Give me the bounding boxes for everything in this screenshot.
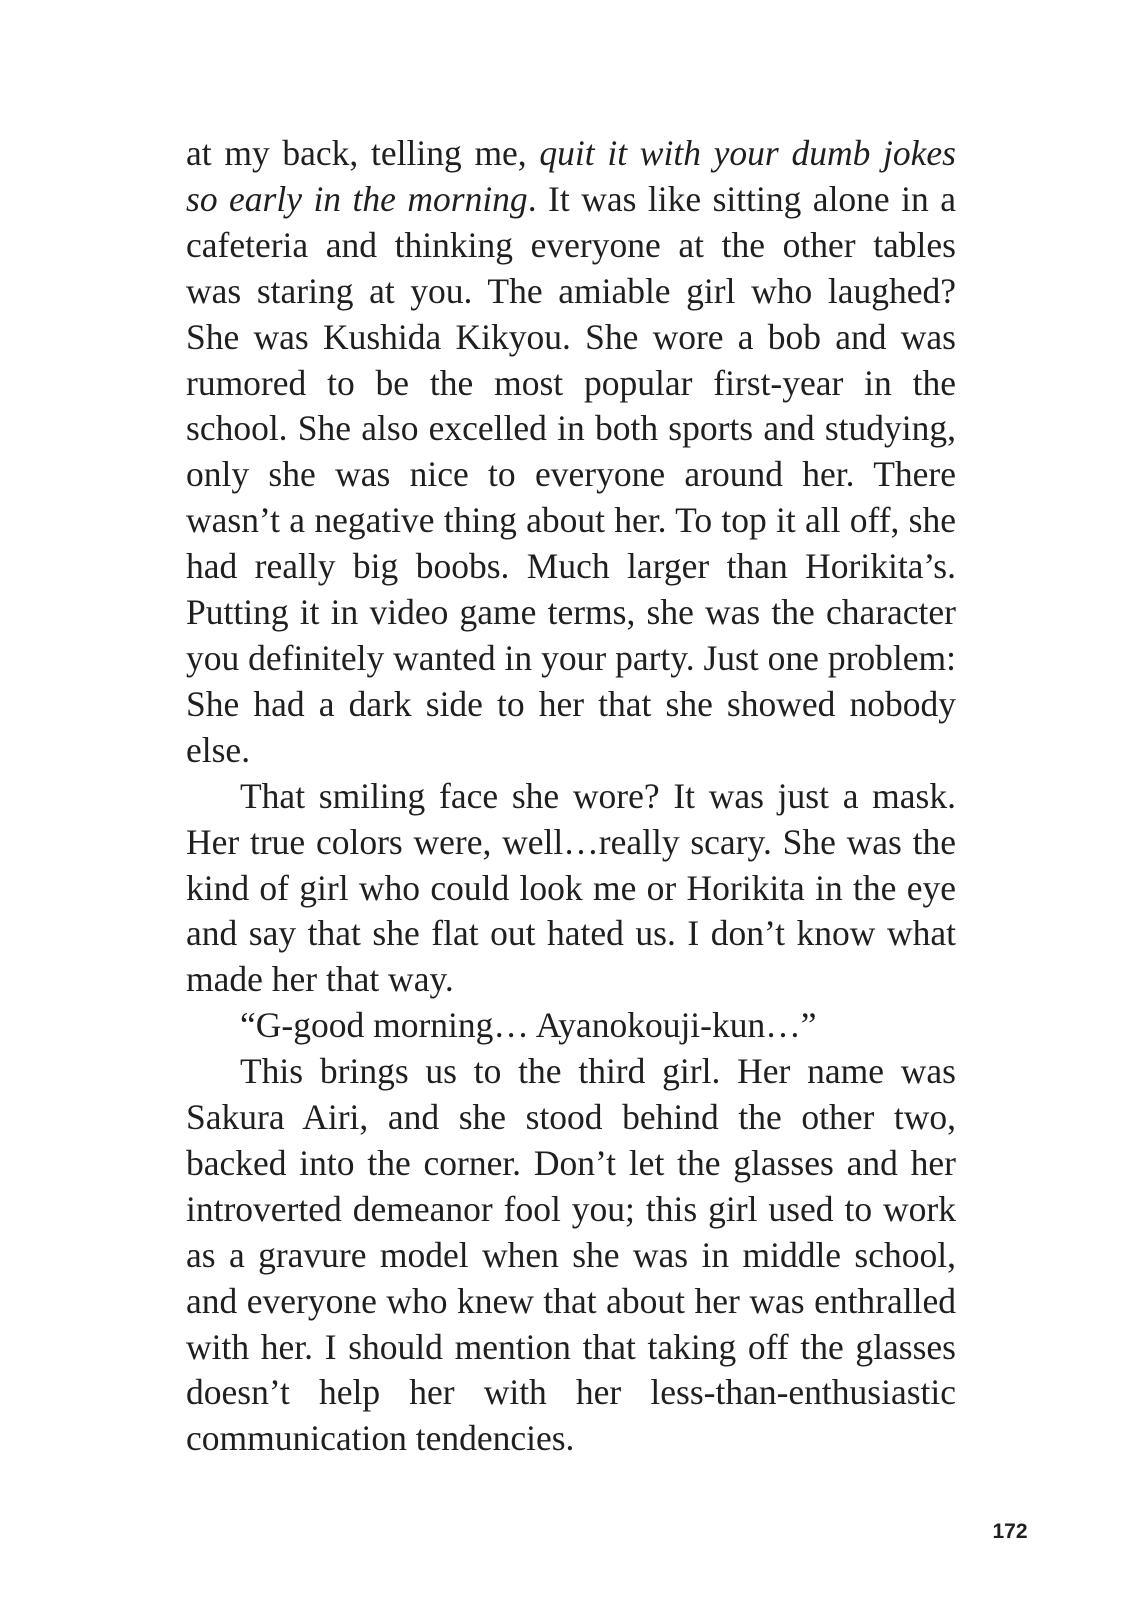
paragraph-1-italic: quit it with your dumb jokes so early in the morning (186, 133, 956, 219)
paragraph-1 (186, 131, 956, 774)
paragraph-3-dialogue: “G-good morning… Ayanokouji-kun…” (240, 1005, 817, 1046)
paragraph-1-rest: . It was like sitting alone in a cafeteria and thinking everyone at the other tables was staring at you. The amiable girl who laughed? She was Kushida Kikyou. She wore a bob and was rumored to be the most popular first-year in the school. She also excelled in both sports and studying, only she was nice to everyone around her. There wasn’t a negative thing about her. To top it all off, she had really big boobs. Much larger than Horikita’s. Putting it in video game terms, she was the character you definitely wanted in your party. Just one problem: She had a dark side to her that she showed nobody else. (186, 178, 956, 770)
body-text (186, 131, 956, 1462)
page-number: 172 (992, 1520, 1028, 1543)
paragraph-2: That smiling face she wore? It was just a mask. Her true colors were, well…really scary. She was the kind of girl who could look me or Horikita in the eye and say that she flat out hated us. I don’t know what made her that way. (186, 775, 956, 1000)
paragraph-1-lead: at my back, telling me, (186, 133, 540, 173)
paragraph-4: This brings us to the third girl. Her name was Sakura Airi, and she stood behind the other two, backed into the corner. Don’t let the glasses and her introverted demeanor fool you; this girl used to work as a gravure model when she was in middle school, and everyone who knew that about her was enthralled with her. I should mention that taking off the glasses doesn’t help her with her less-than-enthusiastic communication tendencies. (186, 1051, 956, 1459)
